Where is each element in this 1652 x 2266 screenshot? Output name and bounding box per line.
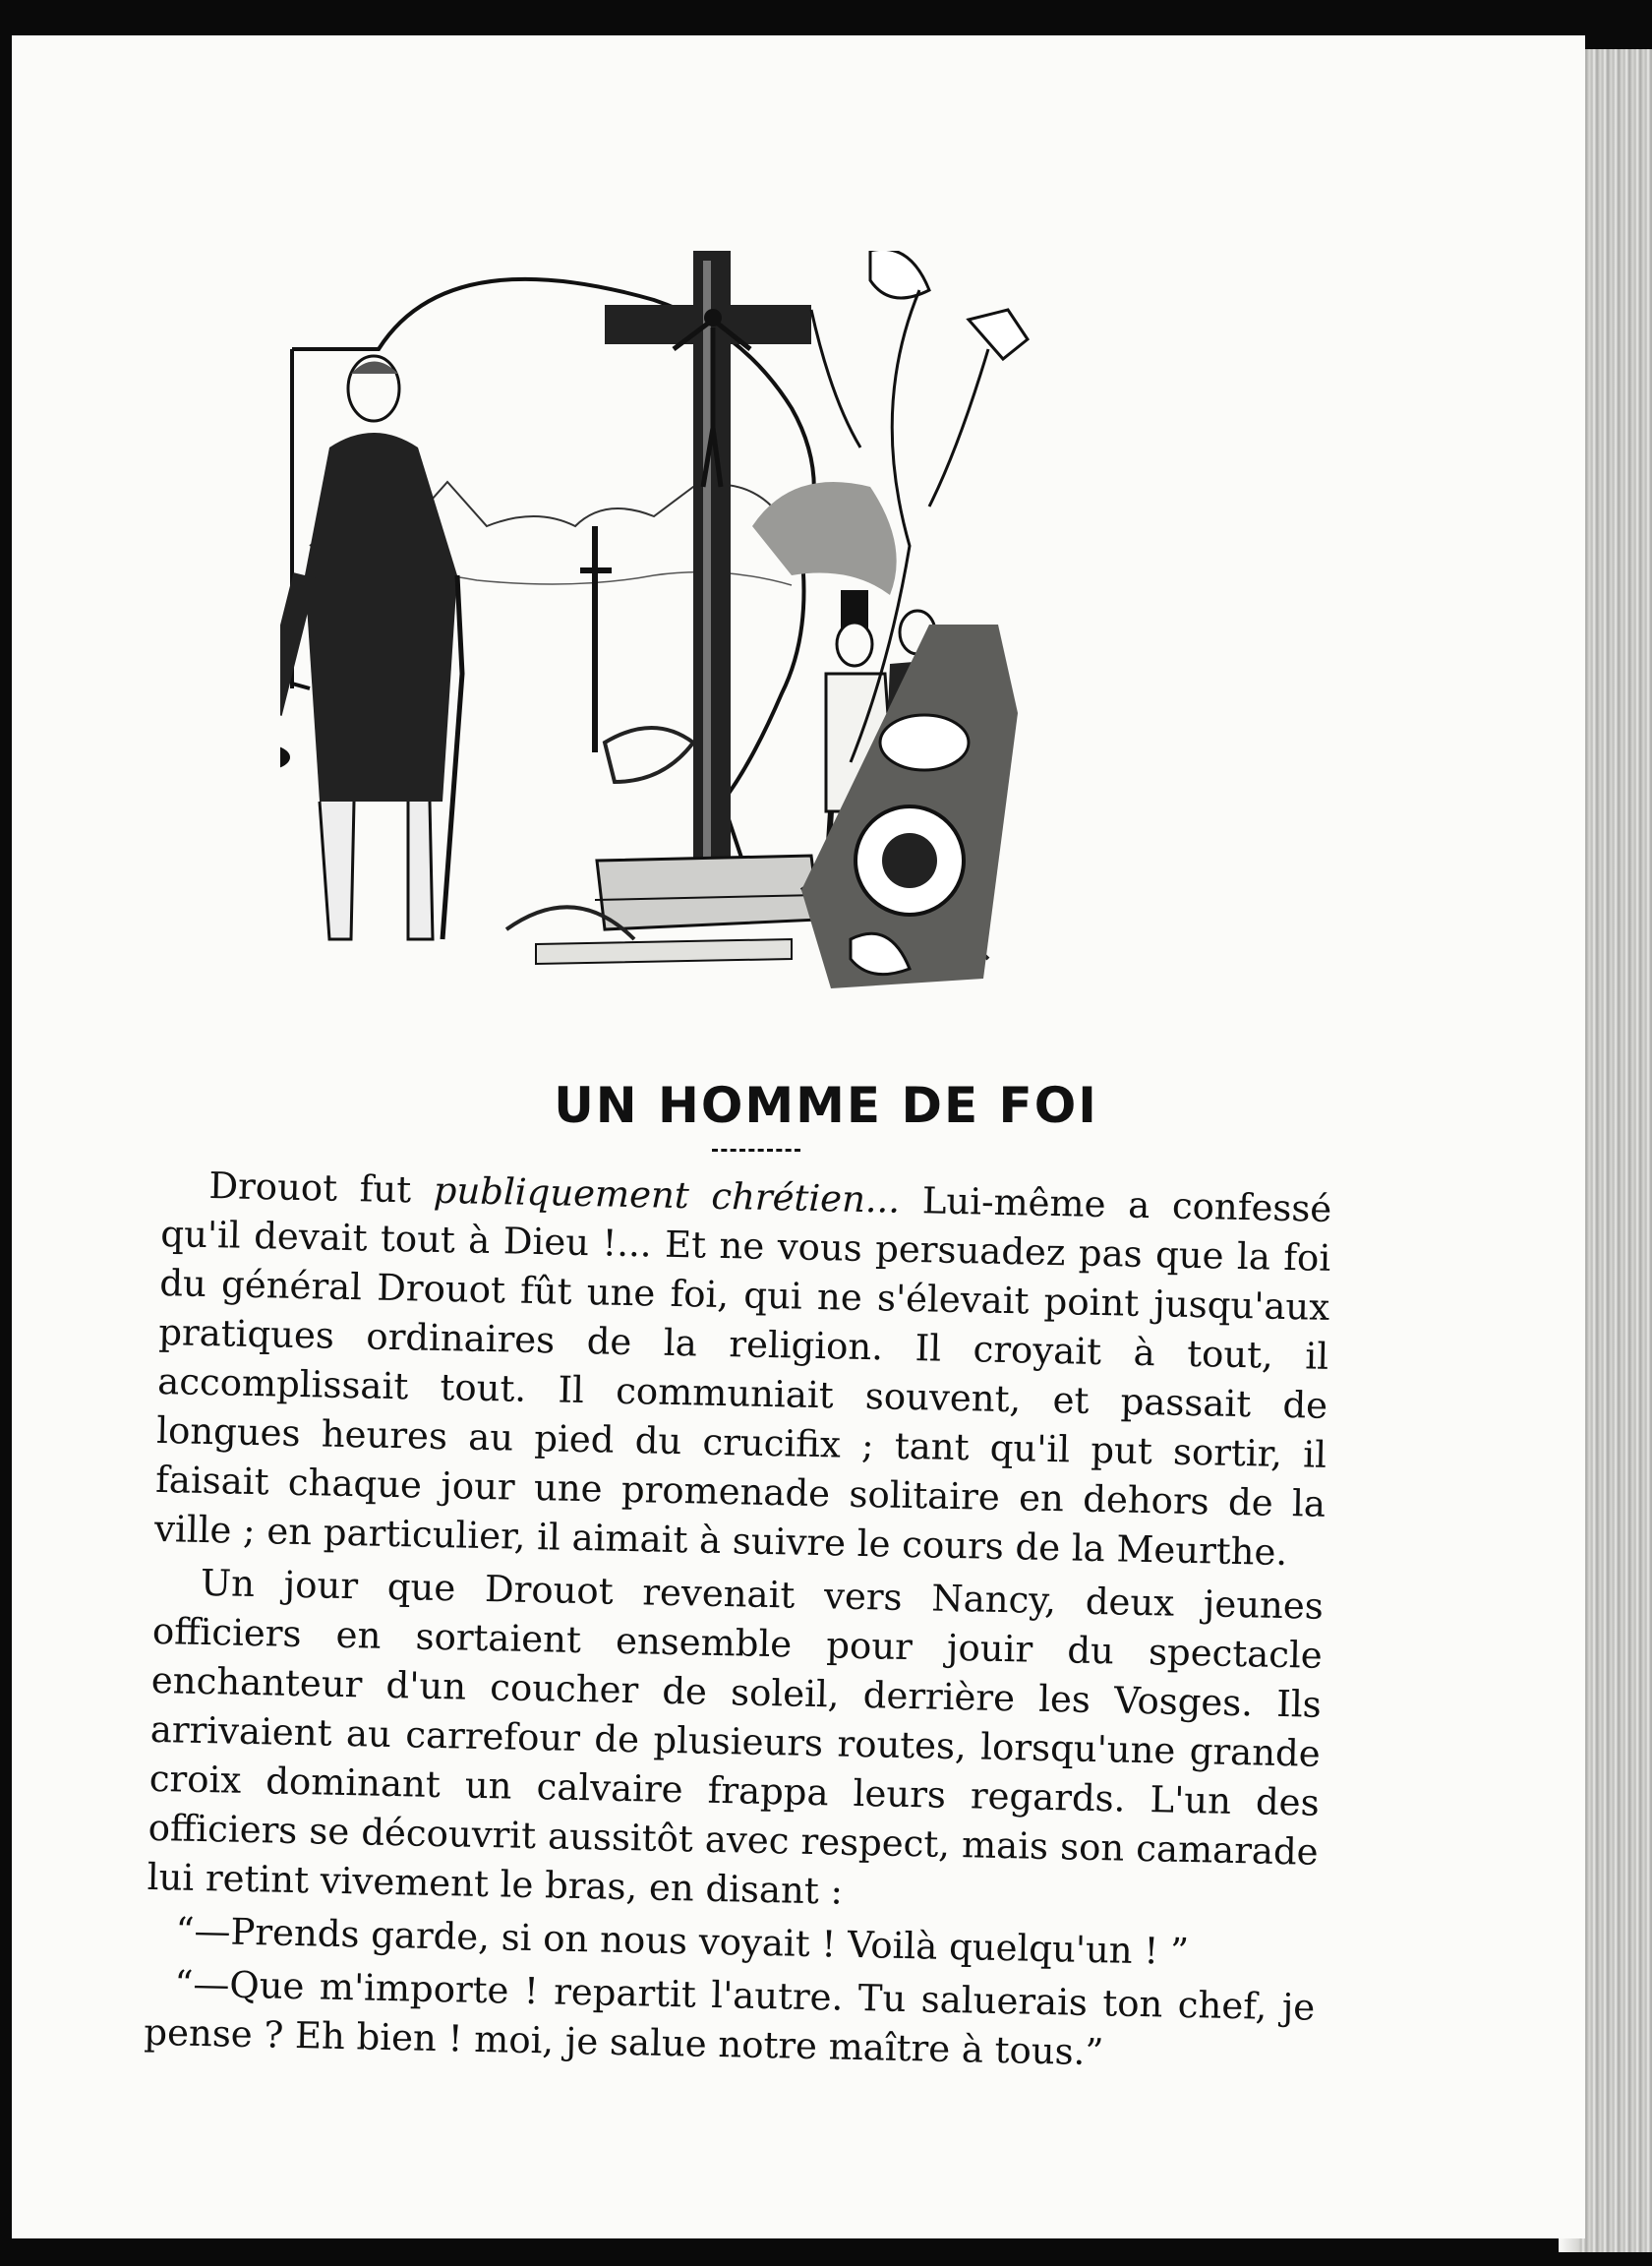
cross-base (597, 856, 819, 929)
calvary-illustration (280, 251, 1239, 1067)
chapter-title: UN HOMME DE FOI (554, 1077, 1098, 1134)
man-with-hat (280, 356, 462, 939)
book-page-edges (1578, 49, 1652, 2252)
distant-cross (580, 526, 612, 752)
paragraph-1: Drouot fut publiquement chrétien... Lui-même a confessé qu'il devait tout à Dieu !... Et ne vous persuadez pas que la foi du général Drouot fût une foi, qui ne s'élevait point jusqu'aux pratiques ordinaires de la religion. Il croyait à tout, il accomplissait tout. Il communiait souvent, et passait de longues heures au pied du crucifix ; tant qu'il put sortir, il faisait chaque jour une promenade solitaire en dehors de la ville ; en particulier, il aimait à suivre le cours de la Meurthe. (153, 1164, 1332, 1575)
quote-2: “—Que m'importe ! repartit l'autre. Tu saluerais ton chef, je pense ? Eh bien ! moi, je salue notre maître à tous.” (143, 1962, 1316, 2074)
emphasis: publiquement chrétien... (433, 1168, 901, 1222)
title-rule (712, 1149, 800, 1152)
body-text (144, 1161, 1332, 2082)
quote-1: “—Prends garde, si on nous voyait ! Voilà quelqu'un ! ” (175, 1909, 1190, 1974)
paragraph-2: Un jour que Drouot revenait vers Nancy, deux jeunes officiers en sortaient ensemble pour jouir du spectacle enchanteur d'un coucher de soleil, derrière les Vosges. Ils arrivaient au carrefour de plusieurs routes, lorsqu'une grande croix dominant un calvaire frappa leurs regards. L'un des officiers se découvrit aussitôt avec respect, mais son camarade lui retint vivement le bras, en disant : (147, 1561, 1325, 1913)
